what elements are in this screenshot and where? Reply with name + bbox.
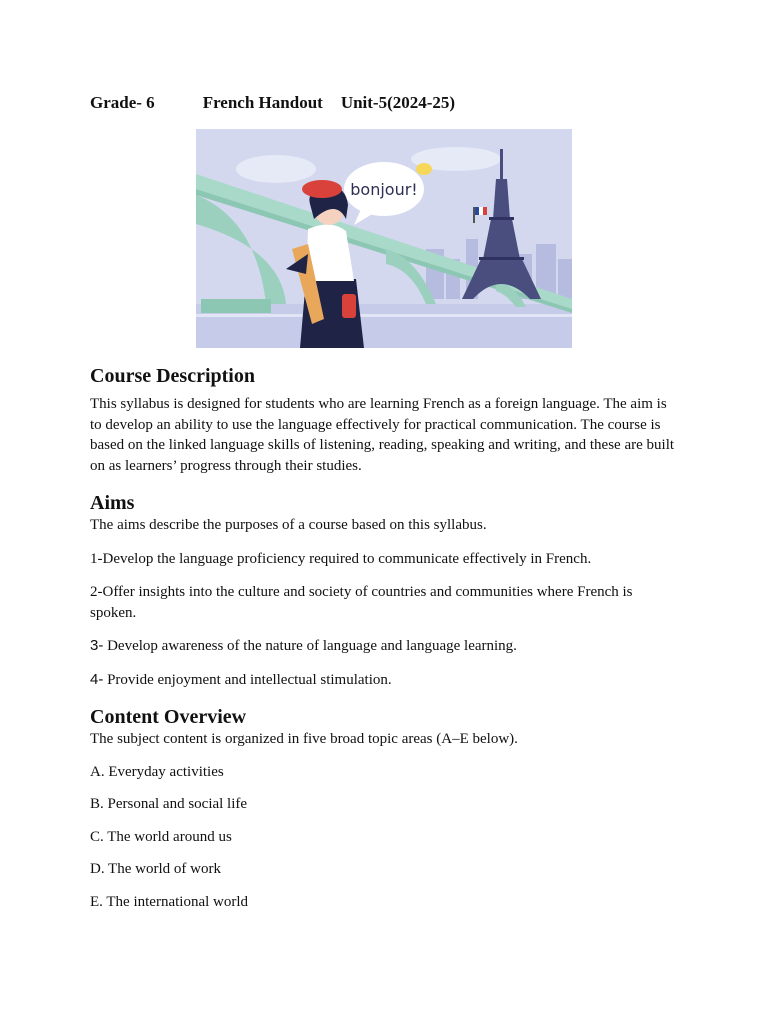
- grade-label: Grade- 6: [90, 93, 155, 112]
- aim-item-3: 3- Develop awareness of the nature of language and language learning.: [90, 637, 517, 654]
- aim-item-4: 4- Provide enjoyment and intellectual stimulation.: [90, 670, 392, 688]
- speech-bubble-text: bonjour!: [350, 180, 418, 199]
- content-overview-intro: The subject content is organized in five broad topic areas (A–E below).: [90, 731, 518, 747]
- aims-intro: The aims describe the purposes of a course based on this syllabus.: [90, 517, 487, 533]
- topic-item: A. Everyday activities: [90, 763, 224, 780]
- handout-title: French Handout: [202, 93, 323, 112]
- unit-label: Unit-5(2024-25): [340, 93, 456, 112]
- aim-item-2: 2-Offer insights into the culture and society of countries and communities where French is spoken.: [90, 584, 633, 621]
- topic-item: E. The international world: [90, 893, 249, 910]
- topic-item: C. The world around us: [90, 828, 232, 845]
- topic-item: B. Personal and social life: [90, 796, 248, 812]
- topic-item: D. The world of work: [90, 861, 221, 877]
- aim-item-1: 1-Develop the language proficiency required to communicate effectively in French.: [90, 550, 592, 567]
- aims-heading: Aims: [90, 492, 135, 514]
- paris-illustration: [196, 129, 572, 348]
- handout-header: [90, 93, 455, 113]
- content-overview-heading: Content Overview: [90, 706, 247, 728]
- document-body: [90, 364, 682, 912]
- course-description-heading: Course Description: [90, 365, 255, 387]
- course-description-text: This syllabus is designed for students who are learning French as a foreign language. The aim is to develop an ability to use the language effectively for practical communication. The course is based on the linked language skills of listening, reading, speaking and writing, and these are built on as learners’ progress through their studies.: [90, 396, 675, 474]
